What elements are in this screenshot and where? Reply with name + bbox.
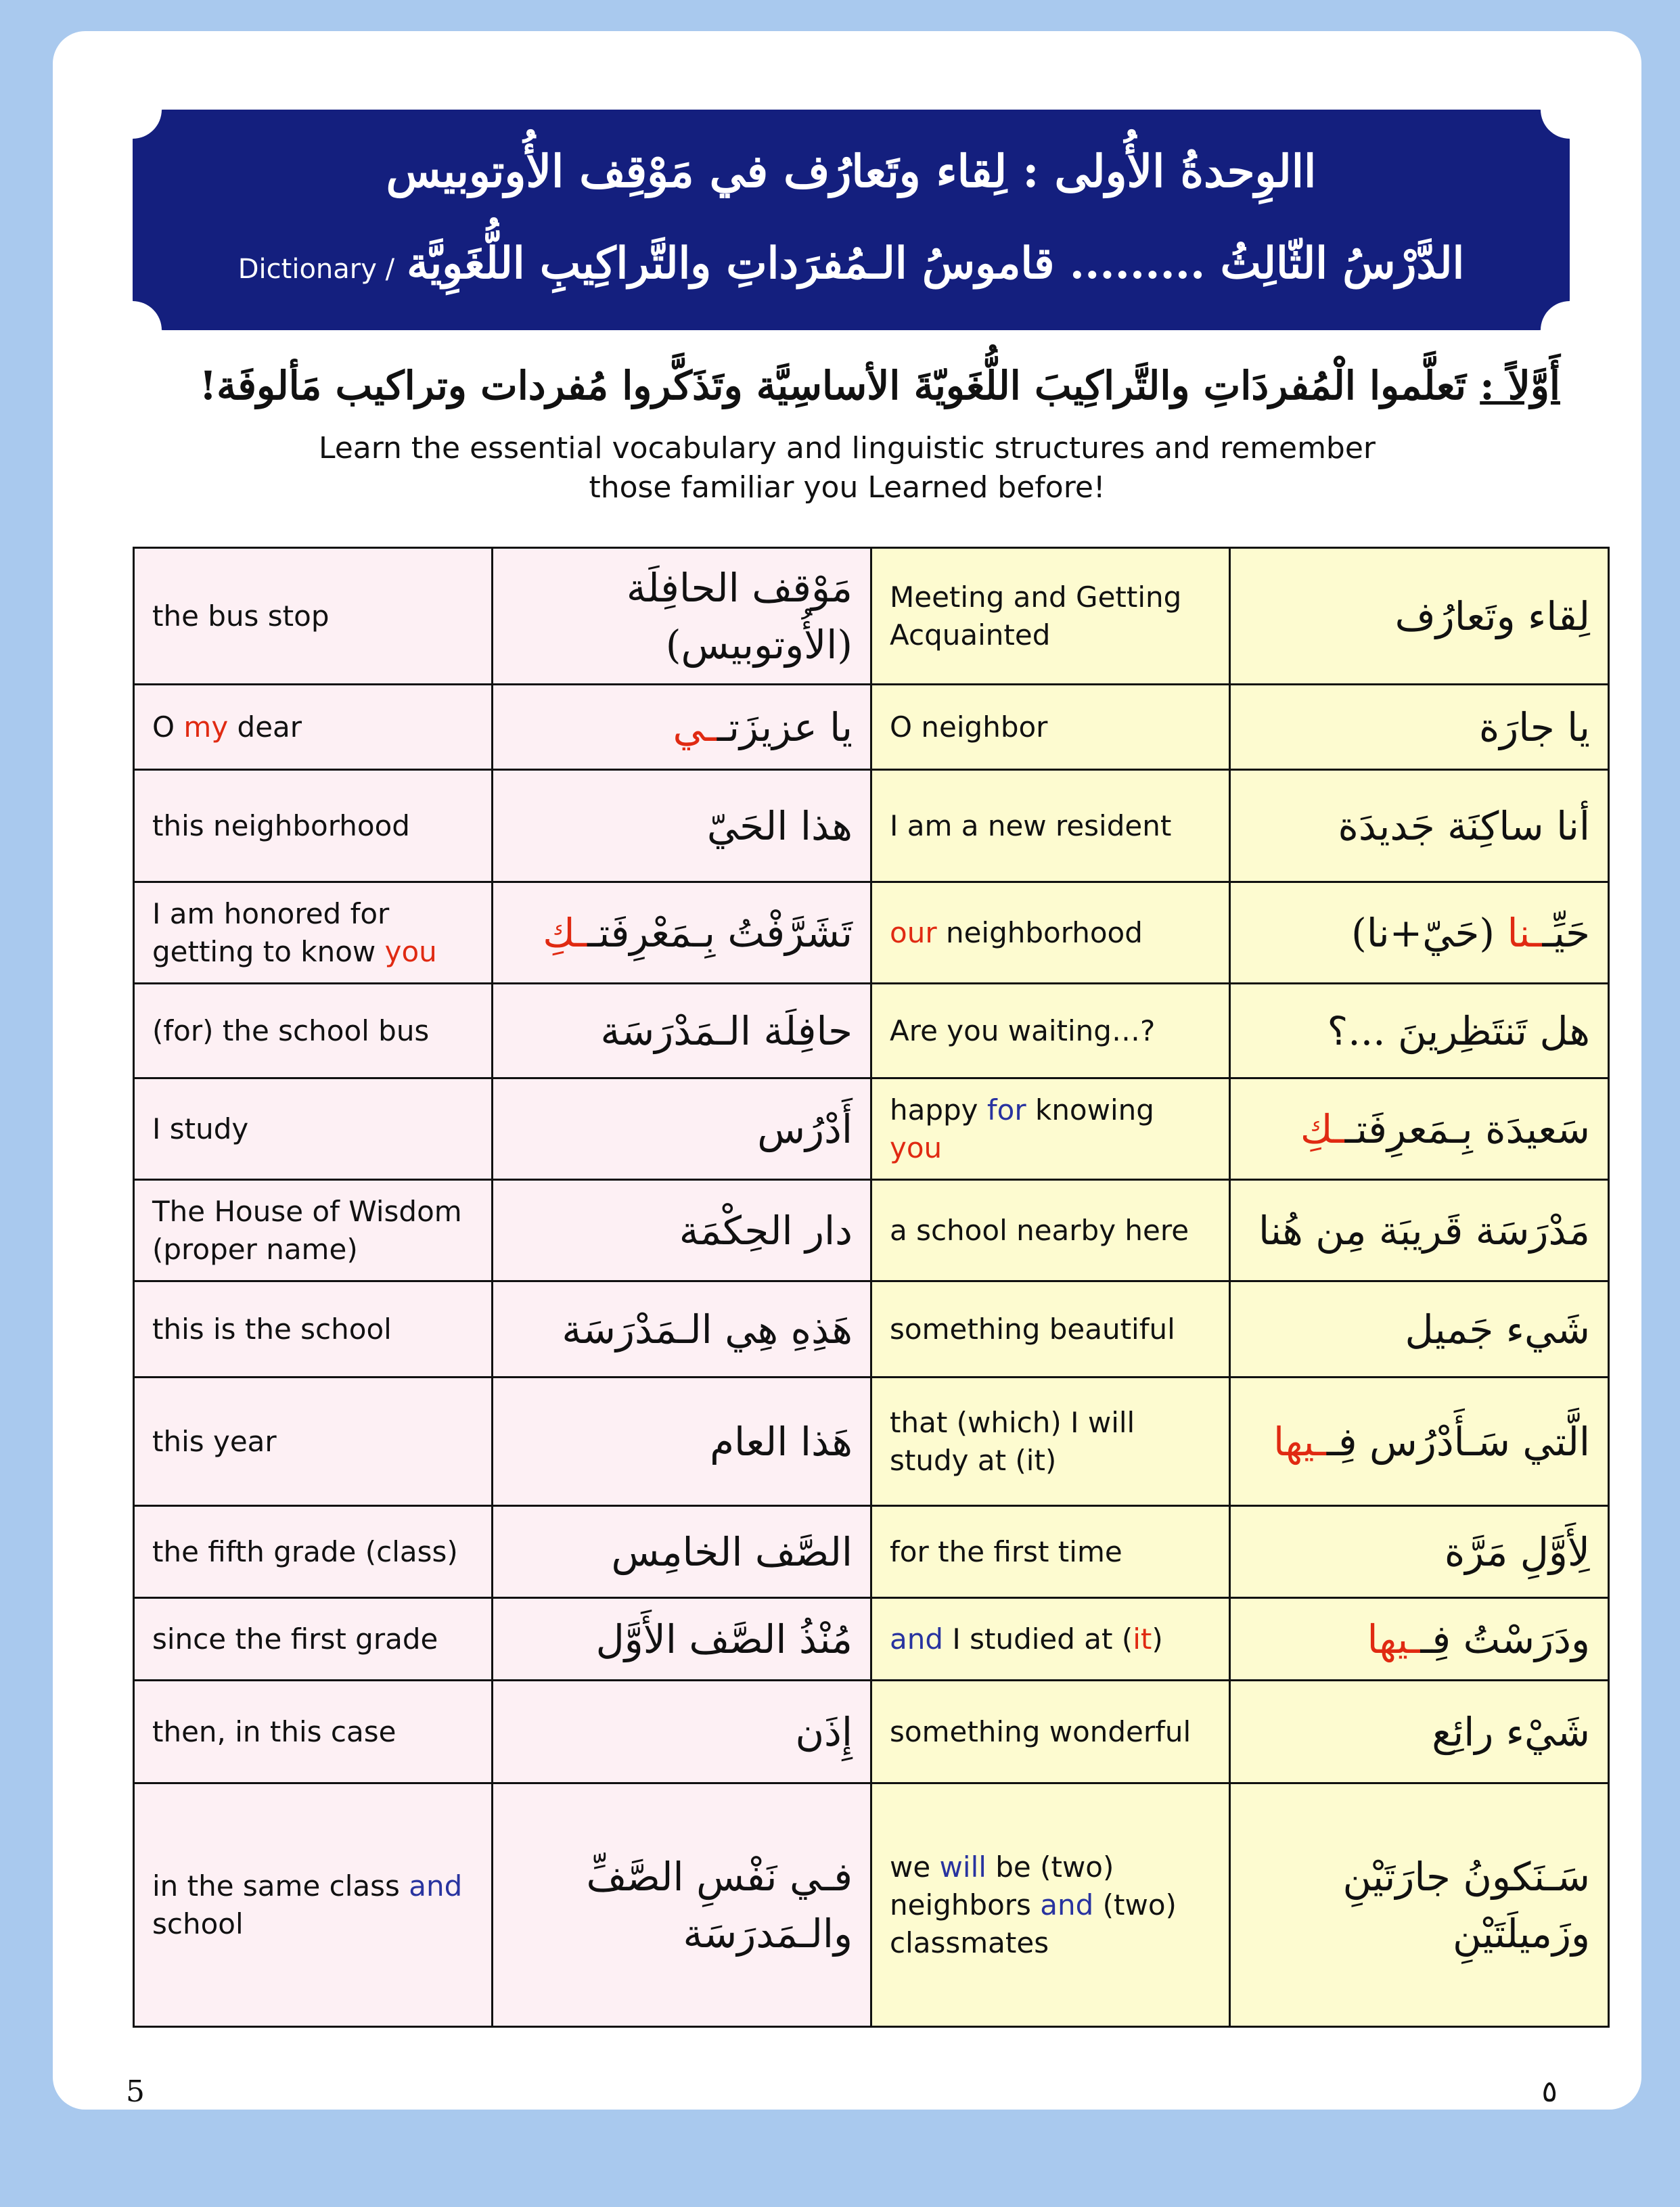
text-segment: since the first grade: [152, 1622, 438, 1656]
page-number-left: 5: [126, 2074, 145, 2109]
text-segment: the bus stop: [152, 599, 330, 633]
arabic-term: [1230, 1598, 1609, 1681]
text-segment: تَشَرَّفْتُ بِـمَعْرِفَتـ: [587, 909, 853, 956]
text-segment: in the same class: [152, 1869, 409, 1903]
text-segment: (two) classmates: [890, 1888, 1177, 1959]
text-segment: I am honored for getting to know: [152, 896, 390, 968]
english-meaning: [134, 1281, 493, 1378]
text-segment: حَيِّـ: [1542, 909, 1590, 956]
text-segment: a school nearby here: [890, 1213, 1189, 1247]
vocab-row: [134, 1180, 1609, 1281]
text-segment: مُنْذُ الصَّف الأَوَّل: [595, 1616, 853, 1662]
banner-corner: [1541, 81, 1599, 139]
english-meaning: [871, 882, 1230, 984]
english-meaning: [871, 1506, 1230, 1598]
text-segment: أَدْرُس: [757, 1106, 853, 1152]
text-segment: we: [890, 1850, 940, 1884]
arabic-term: [1230, 1180, 1609, 1281]
english-meaning: [134, 770, 493, 882]
instruction-english-line: Learn the essential vocabulary and linguistic structures and remember: [318, 431, 1376, 465]
text-segment: for the first time: [890, 1534, 1122, 1568]
vocab-row: [134, 1378, 1609, 1506]
arabic-term: [493, 548, 871, 685]
text-segment: مَدْرَسَة قَريبَة مِن هُنا: [1258, 1207, 1590, 1254]
vocab-row: [134, 1078, 1609, 1180]
text-segment: هَذِهِ هِي الـمَدْرَسَة: [562, 1306, 853, 1352]
text-segment: neighborhood: [936, 915, 1143, 949]
arabic-term: [1230, 1378, 1609, 1506]
english-meaning: [134, 1681, 493, 1783]
banner-corner: [1541, 301, 1599, 359]
arabic-term: [1230, 685, 1609, 770]
text-segment: (for) the school bus: [152, 1014, 430, 1047]
english-meaning: [134, 1506, 493, 1598]
text-segment: شَيْء رائِع: [1432, 1708, 1590, 1755]
text-segment: ـيها: [1273, 1418, 1327, 1465]
english-meaning: [871, 1681, 1230, 1783]
text-segment: ـنا: [1507, 909, 1543, 956]
text-segment: and: [890, 1622, 944, 1656]
instruction-arabic-text: تَعلَّموا الْمُفردَاتِ والتَّراكِيبَ اللُّغَويّةَ الأساسِيَّة وتَذَكَّروا مُفردات وتراكيب مَألوفَة!: [199, 363, 1466, 409]
english-meaning: [134, 548, 493, 685]
text-segment: that (which) I will study at (it): [890, 1405, 1135, 1477]
arabic-term: [493, 1506, 871, 1598]
text-segment: هَذا العام: [710, 1418, 853, 1465]
text-segment: knowing: [1026, 1093, 1154, 1127]
arabic-term: [493, 1681, 871, 1783]
english-meaning: [134, 1180, 493, 1281]
vocab-row: [134, 1681, 1609, 1783]
text-segment: something beautiful: [890, 1312, 1175, 1346]
text-segment: you: [384, 934, 437, 968]
arabic-term: [1230, 1681, 1609, 1783]
text-segment: هل تَنتَظِرينَ ...؟: [1327, 1007, 1590, 1054]
text-segment: Meeting and Getting Acquainted: [890, 580, 1182, 652]
text-segment: ـكِ: [543, 909, 588, 956]
english-meaning: [134, 984, 493, 1078]
arabic-term: [493, 1598, 871, 1681]
lesson-label: Dictionary /: [237, 254, 395, 285]
english-meaning: [871, 770, 1230, 882]
text-segment: it: [1133, 1622, 1152, 1656]
arabic-term: [1230, 1783, 1609, 2027]
arabic-term: [493, 882, 871, 984]
vocab-row: [134, 1783, 1609, 2027]
text-segment: يا عزيزَتـ: [717, 704, 853, 750]
text-segment: will: [939, 1850, 986, 1884]
instruction-lead: أَوَّلاً :: [1480, 363, 1560, 409]
text-segment: شَيء جَميل: [1405, 1306, 1590, 1352]
vocab-row: [134, 1598, 1609, 1681]
lesson-title: الدَّرْسُ الثّالِثُ ......... قاموسُ الـمُفرَداتِ والتَّراكِيبِ اللُّغَوِيَّة: [407, 238, 1465, 289]
text-segment: هذا الحَيّ: [706, 802, 853, 849]
text-segment: حافِلَة الـمَدْرَسَة: [600, 1007, 853, 1054]
arabic-term: [493, 1180, 871, 1281]
instruction-english-line: those familiar you Learned before!: [589, 470, 1106, 505]
arabic-term: [493, 1078, 871, 1180]
text-segment: ـكِ: [1300, 1106, 1345, 1152]
english-meaning: [134, 1078, 493, 1180]
text-segment: لِأَوَّلِ مَرَّة: [1444, 1528, 1590, 1575]
text-segment: مَوْقف الحافِلَة (الأُوتوبيس): [626, 564, 853, 668]
text-segment: فـي نَفْسِ الصَّفِّ والـمَدرَسَة: [586, 1853, 853, 1957]
english-meaning: [134, 1378, 493, 1506]
arabic-term: [493, 1378, 871, 1506]
vocabulary-table: [133, 547, 1610, 2028]
vocab-row: [134, 548, 1609, 685]
arabic-term: [493, 984, 871, 1078]
english-meaning: [871, 1378, 1230, 1506]
english-meaning: [871, 1598, 1230, 1681]
arabic-term: [493, 1281, 871, 1378]
text-segment: ـيها: [1367, 1616, 1421, 1662]
arabic-term: [1230, 1281, 1609, 1378]
text-segment: my: [183, 710, 229, 744]
text-segment: you: [890, 1131, 943, 1164]
vocab-row: [134, 882, 1609, 984]
book-page: [53, 31, 1641, 2110]
vocab-row: [134, 770, 1609, 882]
arabic-term: [493, 1783, 871, 2027]
text-segment: this year: [152, 1424, 277, 1458]
text-segment: for: [986, 1093, 1026, 1127]
text-segment: I study: [152, 1112, 249, 1145]
text-segment: الَّتي سَـأَدْرُس فِـ: [1326, 1418, 1590, 1465]
text-segment: and: [1040, 1888, 1094, 1921]
english-meaning: [871, 1180, 1230, 1281]
english-meaning: [134, 882, 493, 984]
page-number-right: ٥: [1541, 2074, 1558, 2109]
text-segment: school: [152, 1907, 244, 1940]
text-segment: دار الحِكْمَة: [679, 1207, 853, 1254]
text-segment: dear: [228, 710, 302, 744]
arabic-term: [1230, 882, 1609, 984]
text-segment: الصَّف الخامِس: [611, 1528, 853, 1575]
english-meaning: [134, 1598, 493, 1681]
arabic-term: [1230, 1078, 1609, 1180]
text-segment: ودَرَسْتُ فِـ: [1420, 1616, 1590, 1662]
unit-title: االوِحدةُ الأُولى : لِقاء وتَعارُف في مَوْقِف الأُوتوبيس: [386, 145, 1317, 198]
arabic-term: [1230, 984, 1609, 1078]
lesson-title-line: [133, 238, 1570, 289]
instruction-arabic: [188, 363, 1560, 409]
english-meaning: [871, 984, 1230, 1078]
text-segment: then, in this case: [152, 1714, 396, 1748]
arabic-term: [1230, 548, 1609, 685]
text-segment: and: [409, 1869, 463, 1903]
english-meaning: [134, 685, 493, 770]
text-segment: سَـنَكونُ جارَتَيْنِ وزَميلَتَيْنِ: [1342, 1853, 1590, 1957]
banner-corner: [104, 301, 162, 359]
arabic-term: [1230, 1506, 1609, 1598]
vocab-row: [134, 1506, 1609, 1598]
text-segment: The House of Wisdom (proper name): [152, 1194, 462, 1266]
arabic-term: [493, 685, 871, 770]
text-segment: our: [890, 915, 937, 949]
text-segment: happy: [890, 1093, 987, 1127]
arabic-term: [493, 770, 871, 882]
vocab-row: [134, 1281, 1609, 1378]
title-banner: [133, 110, 1570, 330]
english-meaning: [134, 1783, 493, 2027]
english-meaning: [871, 1078, 1230, 1180]
arabic-term: [1230, 770, 1609, 882]
vocab-row: [134, 984, 1609, 1078]
text-segment: أنا ساكِنَة جَديدَة: [1338, 802, 1590, 849]
english-meaning: [871, 1783, 1230, 2027]
text-segment: سَعيدَة بِـمَعرِفَتـ: [1344, 1106, 1590, 1152]
english-meaning: [871, 1281, 1230, 1378]
text-segment: إِذَن: [795, 1708, 853, 1755]
english-meaning: [871, 548, 1230, 685]
text-segment: O: [152, 710, 184, 744]
text-segment: something wonderful: [890, 1714, 1191, 1748]
text-segment: ـي: [673, 704, 717, 750]
text-segment: ): [1152, 1622, 1163, 1656]
text-segment: I studied at (: [943, 1622, 1133, 1656]
text-segment: Are you waiting…?: [890, 1014, 1156, 1047]
text-segment: لِقاء وتَعارُف: [1394, 593, 1590, 639]
text-segment: this is the school: [152, 1312, 392, 1346]
instruction-english: [53, 429, 1641, 507]
banner-corner: [104, 81, 162, 139]
text-segment: this neighborhood: [152, 809, 410, 842]
text-segment: the fifth grade (class): [152, 1534, 458, 1568]
text-segment: (حَيّ+نا): [1351, 909, 1507, 956]
english-meaning: [871, 685, 1230, 770]
text-segment: O neighbor: [890, 710, 1048, 744]
text-segment: I am a new resident: [890, 809, 1172, 842]
text-segment: be (two) neighbors: [890, 1850, 1114, 1921]
text-segment: يا جارَة: [1478, 704, 1590, 750]
vocab-row: [134, 685, 1609, 770]
